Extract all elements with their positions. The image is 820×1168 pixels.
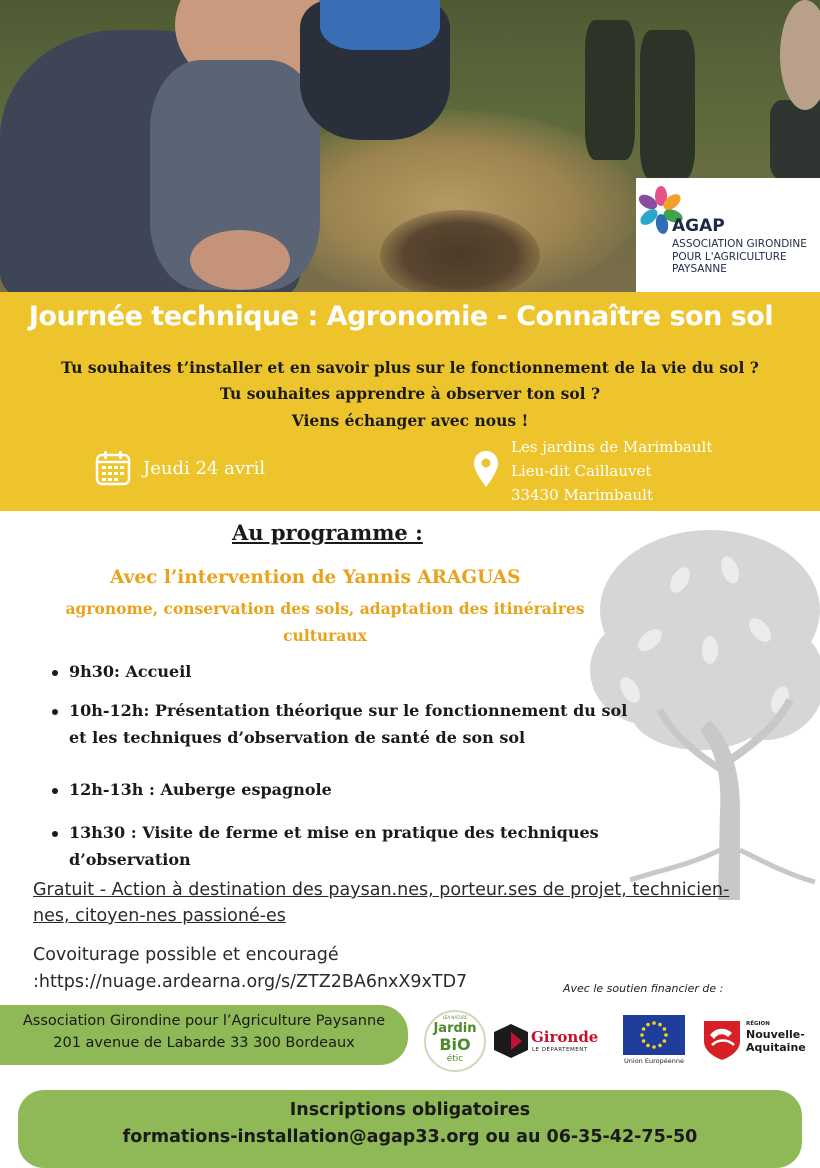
na-name-line: Nouvelle-	[746, 1028, 805, 1041]
speaker-role-line: agronome, conservation des sols, adaptation des itinéraires	[65, 599, 585, 618]
jardin-bio-logo	[424, 1010, 486, 1072]
agap-logo	[636, 178, 820, 292]
agap-logo-name: AGAP	[672, 216, 725, 236]
gironde-logo	[494, 1022, 610, 1062]
gironde-sub: LE DÉPARTEMENT	[532, 1047, 588, 1053]
event-date: Jeudi 24 avril	[143, 458, 266, 479]
agap-logo-subtitle-line: POUR L'AGRICULTURE	[672, 250, 787, 263]
jardin-bio-top: LÉA NATURE	[442, 1015, 468, 1020]
sponsors-label: Avec le soutien financier de :	[563, 982, 724, 995]
program-item-line: 10h-12h: Présentation théorique sur le fonctionnement du sol	[69, 701, 628, 720]
program-item-line: 13h30 : Visite de ferme et mise en pratique des techniques	[69, 823, 599, 842]
program-item-line: 9h30: Accueil	[69, 662, 192, 681]
program-item-line: 12h-13h : Auberge espagnole	[69, 780, 332, 799]
gironde-mark-icon	[494, 1024, 528, 1058]
program-item	[69, 819, 599, 873]
bullet-icon	[52, 788, 58, 794]
eu-logo	[623, 1015, 685, 1067]
jardin-bio-line: Jardin	[433, 1021, 477, 1036]
program-heading: Au programme :	[232, 520, 423, 545]
program-item	[69, 776, 332, 803]
location-line: 33430 Marimbault	[511, 486, 654, 504]
registration-contact[interactable]: formations-installation@agap33.org ou au 06-35-42-75-50	[122, 1127, 698, 1147]
agap-logo-subtitle	[672, 238, 818, 276]
location-line: Lieu-dit Caillauvet	[511, 462, 652, 480]
audience-line: nes, citoyen-nes passioné-es	[33, 906, 286, 926]
intro-line: Tu souhaites t’installer et en savoir plus sur le fonctionnement de la vie du sol ?	[61, 358, 759, 377]
audience-line: Gratuit - Action à destination des paysan.nes, porteur.ses de projet, technicien-	[33, 880, 730, 900]
address-line: Association Girondine pour l’Agriculture Paysanne	[22, 1013, 386, 1029]
program-item	[69, 697, 627, 751]
na-name-line: Aquitaine	[746, 1041, 806, 1054]
program-item	[69, 658, 191, 685]
agap-logo-subtitle-line: PAYSANNE	[672, 263, 727, 275]
registration-title: Inscriptions obligatoires	[289, 1100, 531, 1120]
speaker-role-line: culturaux	[283, 626, 367, 645]
agap-logo-subtitle-line: ASSOCIATION GIRONDINE	[672, 238, 807, 250]
speaker-name: Avec l’intervention de Yannis ARAGUAS	[110, 567, 521, 588]
nouvelle-aquitaine-crest-icon	[702, 1017, 742, 1061]
jardin-bio-line: BiO	[439, 1035, 471, 1054]
calendar-icon	[95, 450, 131, 486]
carpool-link[interactable]: :https://nuage.ardearna.org/s/ZTZ2BA6nxX9xTD7	[33, 972, 468, 992]
nouvelle-aquitaine-logo	[700, 1015, 810, 1063]
gironde-name: Gironde	[531, 1028, 599, 1046]
program-item-line: et les techniques d’observation de santé de son sol	[69, 728, 526, 747]
jardin-bio-line: étic	[446, 1054, 464, 1064]
eu-flag-icon	[623, 1015, 685, 1055]
event-title: Journée technique : Agronomie - Connaître son sol	[28, 301, 774, 332]
intro-line: Tu souhaites apprendre à observer ton sol ?	[219, 384, 601, 403]
eu-caption: Union Européenne	[624, 1057, 684, 1065]
carpool-line: Covoiturage possible et encouragé	[33, 945, 339, 965]
bullet-icon	[52, 831, 58, 837]
address-line: 201 avenue de Labarde 33 300 Bordeaux	[53, 1035, 355, 1051]
program-item-line: d’observation	[69, 850, 191, 869]
na-region-label: RÉGION	[746, 1021, 770, 1027]
location-pin-icon	[473, 450, 499, 488]
location-line: Les jardins de Marimbault	[511, 438, 713, 456]
intro-line: Viens échanger avec nous !	[291, 411, 529, 430]
bullet-icon	[52, 670, 58, 676]
bullet-icon	[52, 709, 58, 715]
